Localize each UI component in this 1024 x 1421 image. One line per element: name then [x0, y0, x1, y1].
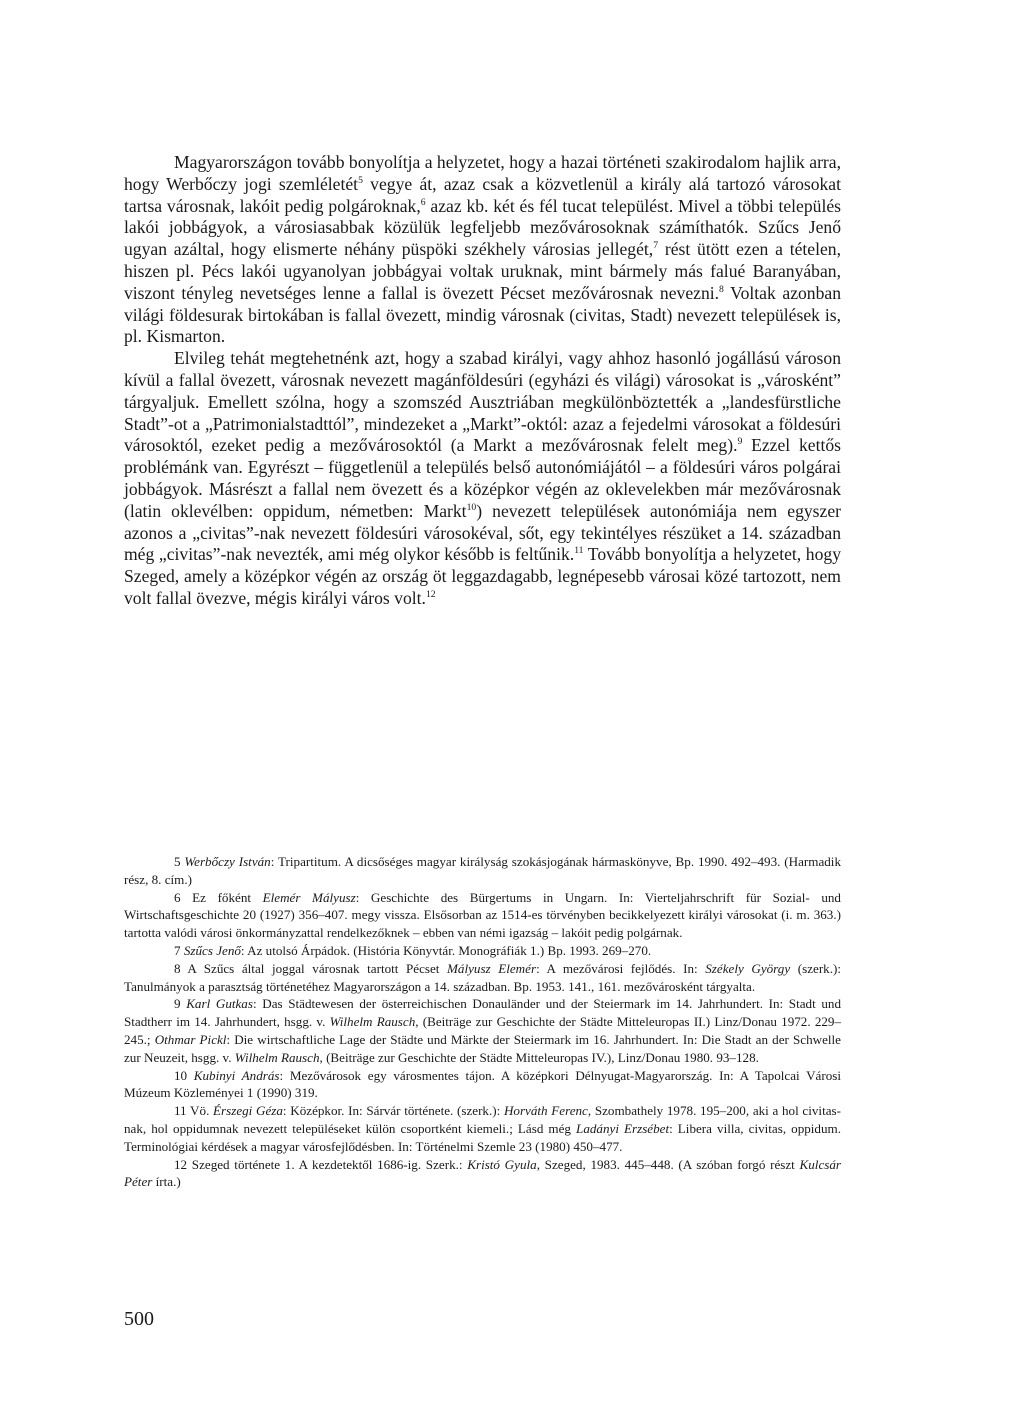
author-name: Othmar Pickl — [154, 1031, 227, 1047]
author-name: Kristó Gyula — [467, 1156, 537, 1172]
author-name: Ladányi Erzsébet — [576, 1120, 670, 1136]
text-run: azaz kb. két és fél tucat települést. Mivel a többi település lakói jobbágyok, a városiasabbak közülük legfeljebb mezővárosoknak számíthatók. Szűcs Jenő ugyan azáltal, hogy elismerte néhány püspöki székhely városias jellegét, — [124, 195, 841, 260]
author-name: Elemér Mályusz — [262, 889, 356, 905]
footnote-text: : Das Städtewesen der österreichischen Donauländer und der Steiermark im 14. Jahrhundert. In: Stadt und Stadtherr im 14. Jahrhundert, hsgg. v. — [124, 996, 842, 1030]
footnote-7 — [124, 942, 841, 960]
author-name: Wilhelm Rausch — [234, 1049, 320, 1065]
footnote-text: 7 — [174, 942, 184, 958]
footnote-text: , (Beiträge zur Geschichte der Städte Mitteleuropas IV.), Linz/Donau 1980. 93–128. — [319, 1049, 759, 1065]
author-name: Mályusz Elemér — [447, 960, 537, 976]
footnote-text: 12 Szeged története 1. A kezdetektől 1686-ig. Szerk.: — [174, 1156, 468, 1172]
footnote-text: 10 — [174, 1067, 194, 1083]
footnote-text: : Mezővárosok egy városmentes tájon. A középkori Délnyugat-Magyarország. In: A Tapolcai Városi Múzeum Közleményei 1 (1990) 319. — [124, 1067, 841, 1101]
text-run: ) nevezett települések autonómiája nem egyszer azonos a „civitas”-nak nevezett földesúri városokéval, sőt, egy tekintélyes részüket a 14. században még „civitas”-nak nevezték, ami még olykor később is feltűnik. — [124, 500, 842, 565]
footnote-text: : Tripartitum. A dicsőséges magyar királyság szokásjogának hármaskönyve, Bp. 1990. 492–493. (Harmadik rész, 8. cím.) — [124, 854, 841, 887]
author-name: Kulcsár Péter — [124, 1156, 841, 1190]
text-run: vegye át, azaz csak a közvetlenül a király alá tartozó városokat tartsa városnak, lakóit pedig polgároknak, — [124, 173, 841, 216]
footnote-6 — [124, 889, 841, 942]
footnote-ref-11[interactable]: 11 — [574, 545, 584, 557]
footnote-text: : Geschichte des Bürgertums in Ungarn. In: Vierteljahrschrift für Sozial- und Wirtschaftsgeschichte 20 (1927) 356–407. megy vissza. Elsősorban az 1514-es törvényben becikkelyezett királyi városokat (i. m. 363.) tartotta valódi városi önkormányzattal rendelkezőknek – ebben van némi igazság – lakóit pedig polgárnak. — [124, 889, 841, 941]
footnote-text: 6 Ez főként — [174, 889, 263, 905]
footnote-text: , (Beiträge zur Geschichte der Städte Mitteleuropas II.) Linz/Donau 1972. 229–245.; — [124, 1014, 842, 1047]
text-run: Magyarországon tovább bonyolítja a helyzetet, hogy a hazai történeti szakirodalom hajlik arra, hogy Werbőczy jogi szemléletét — [124, 152, 841, 194]
text-run: Tovább bonyolítja a helyzetet, hogy Szeged, amely a középkor végén az ország öt leggazdagabb, legnépesebb városai közé tartozott, nem volt fallal övezve, mégis királyi város volt. — [124, 544, 841, 608]
text-run: rést ütött ezen a tételen, hiszen pl. Pécs lakói ugyanolyan jobbágyai voltak uruknak, mint bármely más falué Baranyában, viszont tényleg nevetséges lenne a fallal is övezett Pécset mezővárosnak nevezni. — [124, 239, 841, 303]
author-name: Székely György — [705, 960, 791, 976]
footnote-12 — [124, 1156, 841, 1192]
text-run: Elvileg tehát megtehetnénk azt, hogy a szabad királyi, vagy ahhoz hasonló jogállású városon kívül a fallal övezett, városnak nevezett magánföldesúri (egyházi és világi) városokat is „városként” tárgyaljuk. Emellett szólna, hogy a szomszéd Ausztriában megkülönböztették a „landesfürstliche Stadt”-ot a „Patrimonialstadttól”, mindezeket a „Markt”-októl: azaz a fejedelmi városokat a földesúri városoktól, ezeket pedig a mezővárosoktól (a Markt a mezővárosnak felelt meg). — [124, 348, 841, 456]
footnote-text: írta.) — [152, 1174, 181, 1190]
footnote-text: : Középkor. In: Sárvár története. (szerk.): — [282, 1103, 504, 1119]
footnote-text: 9 — [174, 996, 187, 1012]
author-name: Érszegi Géza — [213, 1103, 283, 1119]
author-name: Szűcs Jenő — [183, 942, 241, 958]
footnote-text: , Szeged, 1983. 445–448. (A szóban forgó részt — [536, 1156, 800, 1172]
author-name: Wilhelm Rausch — [329, 1014, 416, 1030]
footnote-ref-10[interactable]: 10 — [466, 501, 477, 513]
author-name: Werbőczy István — [184, 854, 271, 869]
footnote-text: (szerk.): Tanulmányok a parasztság történetéhez Magyarországon a 14. században. Bp. 1953. 141., 161. mezővárosként tárgyalta. — [124, 960, 841, 994]
paragraph-1 — [124, 152, 841, 348]
paragraph-2 — [124, 348, 841, 610]
footnote-8 — [124, 960, 841, 996]
main-text — [124, 152, 841, 610]
author-name: Kubinyi András — [193, 1067, 280, 1083]
text-run: Ezzel kettős problémánk van. Egyrészt – függetlenül a település belső autonómiájától – a földesúri város polgárai jobbágyok. Másrészt a fallal nem övezett és a középkor végén az oklevelekben már mezővárosnak (latin oklevélben: oppidum, németben: Markt — [124, 435, 842, 521]
text-run: Voltak azonban világi földesurak birtokában is fallal övezett, mindig városnak (civitas, Stadt) nevezett települések is, pl. Kismarton. — [124, 282, 841, 347]
footnote-text: : Libera villa, civitas, oppidum. Terminológiai kérdések a magyar városfejlődésben. In: Történelmi Szemle 23 (1980) 450–477. — [124, 1120, 841, 1154]
footnote-text: 11 Vö. — [174, 1103, 214, 1119]
author-name: Horváth Ferenc — [503, 1103, 588, 1119]
footnote-text: : Die wirtschaftliche Lage der Städte und Märkte der Steiermark im 16. Jahrhundert. In: Die Stadt an der Schwelle zur Neuzeit, hsgg. v. — [124, 1031, 841, 1065]
page-number: 500 — [124, 1308, 154, 1330]
footnote-text: : Az utolsó Árpádok. (História Könyvtár. Monográfiák 1.) Bp. 1993. 269–270. — [240, 942, 652, 958]
footnote-ref-7[interactable]: 7 — [653, 239, 659, 251]
footnotes — [124, 853, 841, 1191]
footnote-text: 8 A Szűcs által joggal városnak tartott Pécset — [174, 960, 448, 976]
footnote-text: , Szombathely 1978. 195–200, aki a hol civitas-nak, hol oppidumnak nevezett településeket külön csoportként kiemeli.; Lásd még — [124, 1103, 841, 1136]
author-name: Karl Gutkas — [186, 996, 253, 1012]
footnote-ref-5[interactable]: 5 — [358, 174, 363, 186]
footnote-ref-8[interactable]: 8 — [719, 283, 724, 295]
footnote-5 — [124, 853, 841, 889]
footnote-text: 5 — [174, 854, 185, 869]
footnote-10 — [124, 1067, 841, 1103]
footnote-text: : A mezővárosi fejlődés. In: — [536, 960, 706, 976]
footnote-ref-6[interactable]: 6 — [420, 196, 426, 208]
footnote-ref-9[interactable]: 9 — [737, 436, 743, 448]
footnote-ref-12[interactable]: 12 — [425, 588, 436, 600]
footnote-9 — [124, 995, 841, 1066]
footnote-11 — [124, 1102, 841, 1155]
